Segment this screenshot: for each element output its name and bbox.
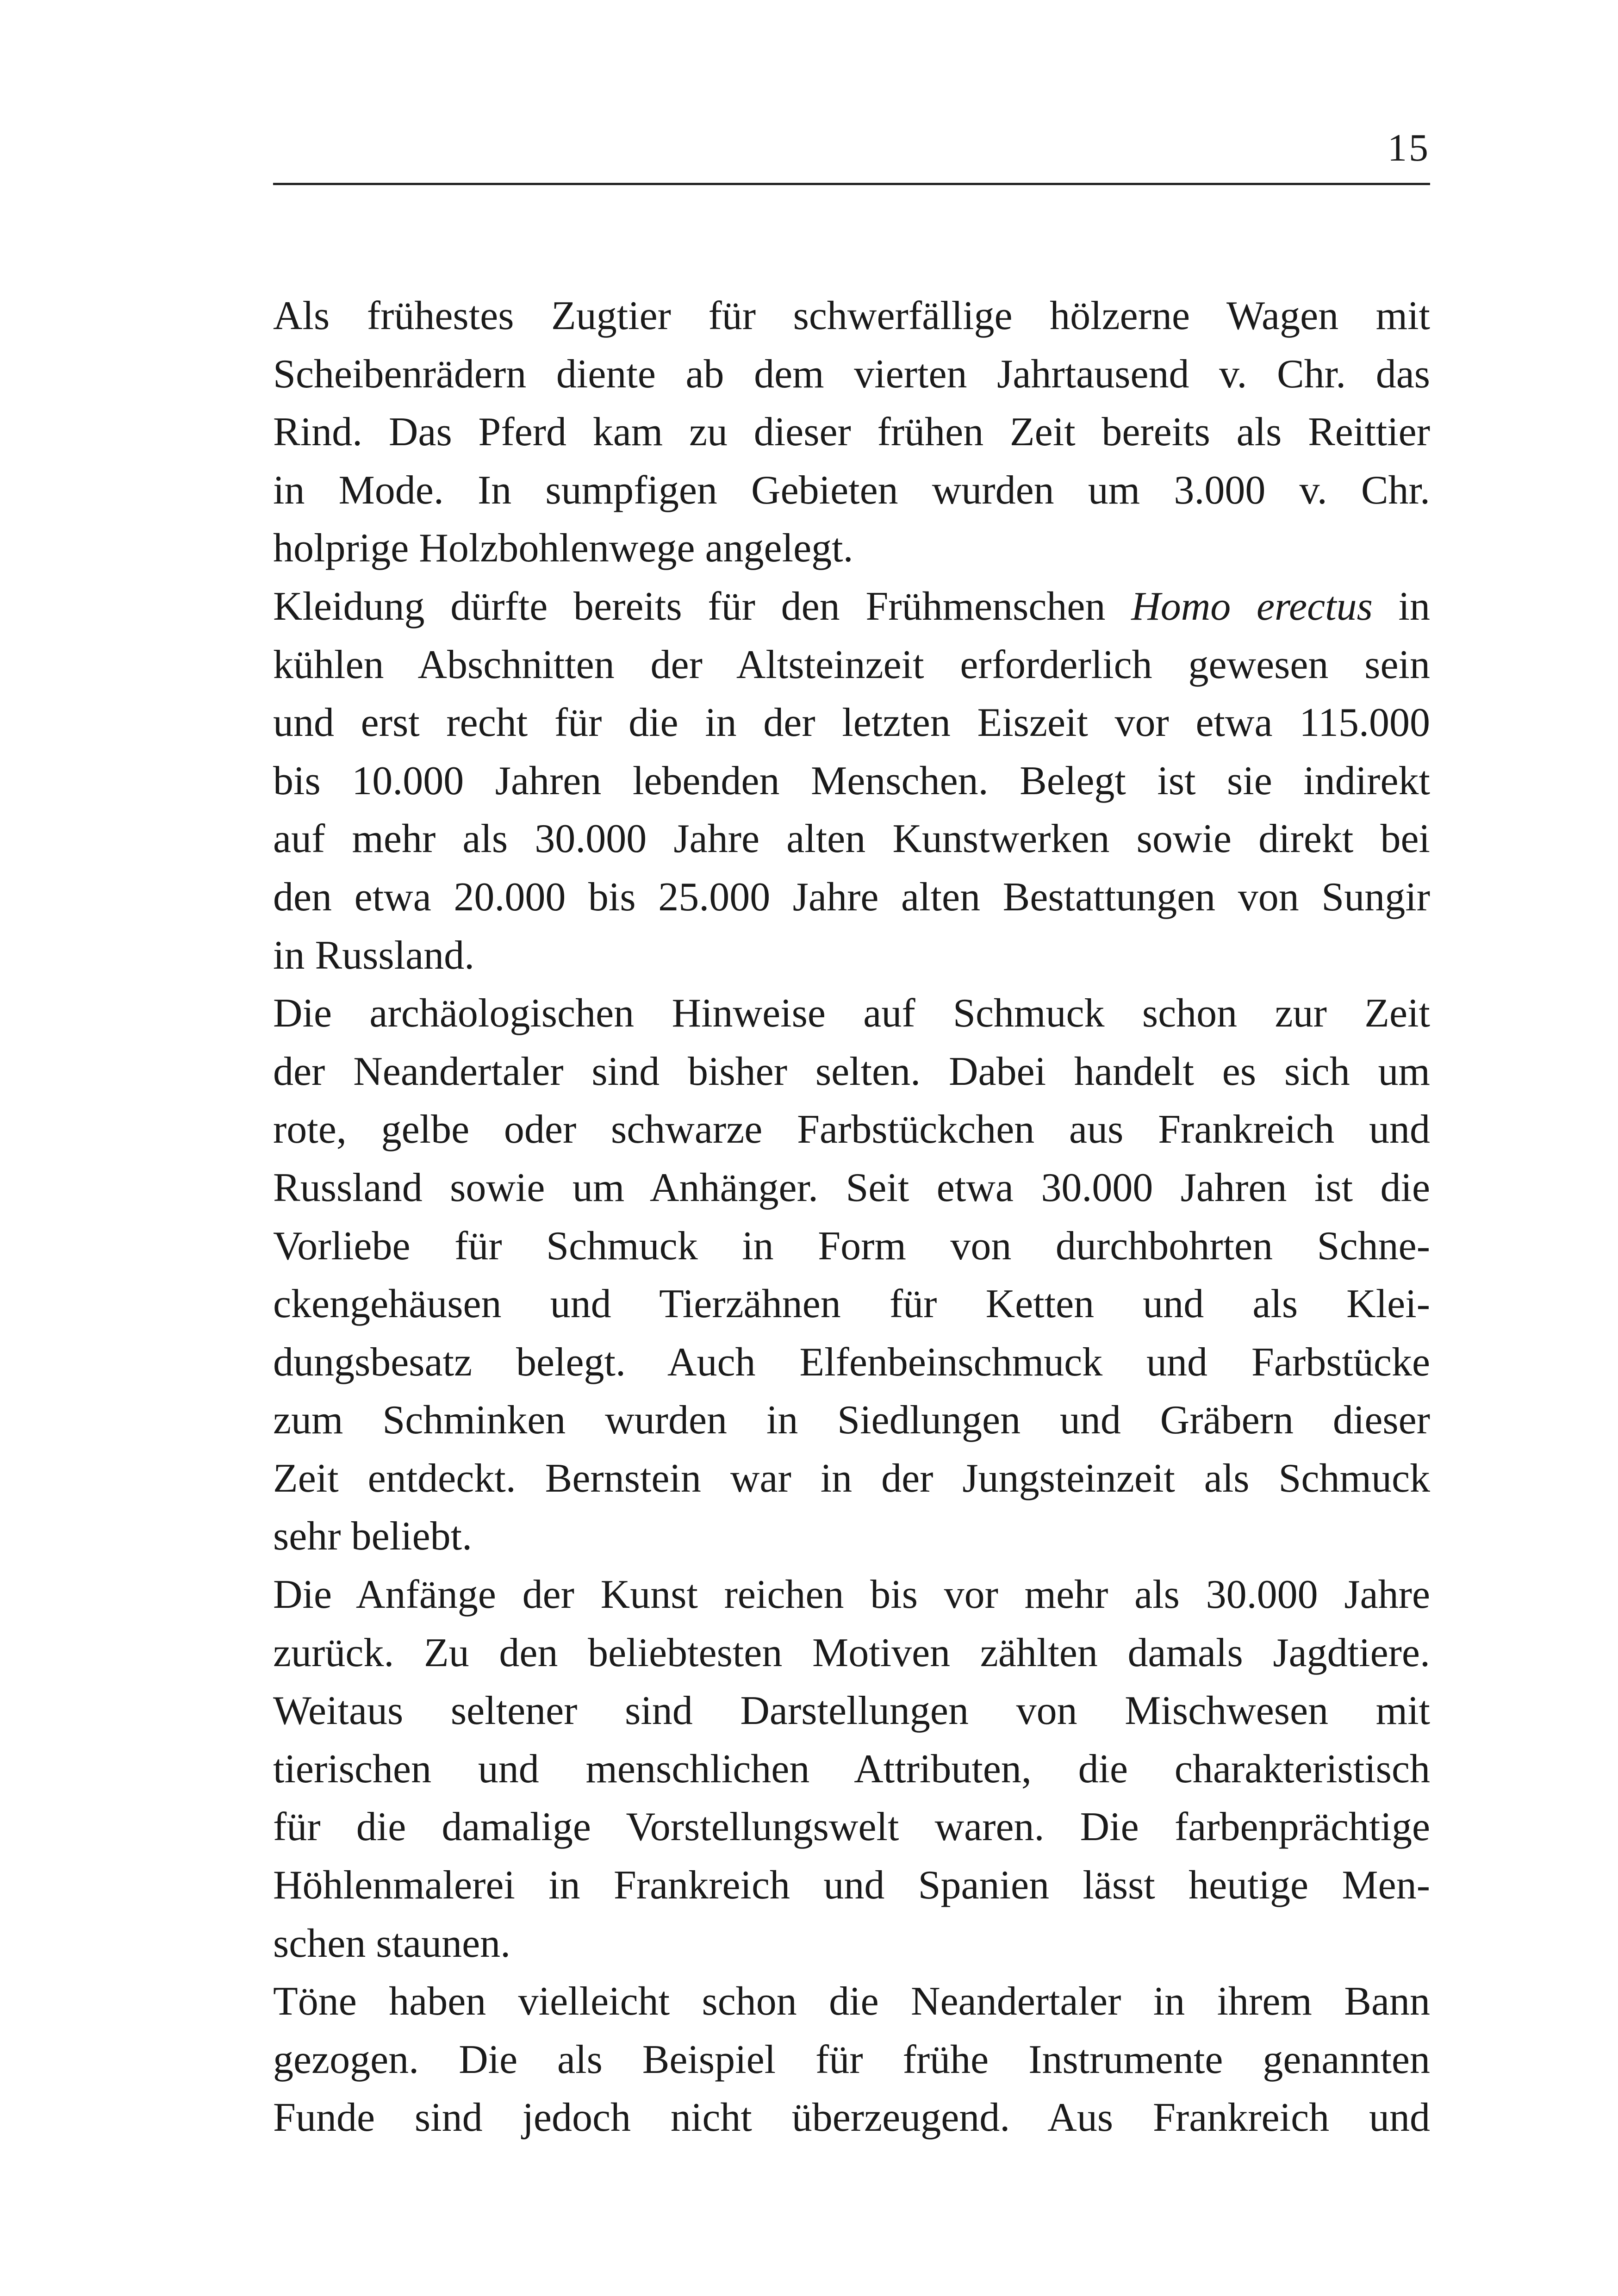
text-line: kühlen Abschnitten der Altsteinzeit erforderlich gewesen sein — [273, 642, 1430, 687]
page-number: 15 — [1388, 126, 1430, 169]
text-line: Rind. Das Pferd kam zu dieser frühen Zeit bereits als Reittier — [273, 410, 1430, 455]
text-line: Die archäologischen Hinweise auf Schmuck schon zur Zeit — [273, 991, 1430, 1036]
text-line: ckengehäusen und Tierzähnen für Ketten und als Klei- — [273, 1282, 1430, 1327]
text-line: Vorliebe für Schmuck in Form von durchbohrten Schne- — [273, 1223, 1430, 1269]
text-line: bis 10.000 Jahren lebenden Menschen. Belegt ist sie indirekt — [273, 758, 1430, 803]
text-line: Weitaus seltener sind Darstellungen von Mischwesen mit — [273, 1688, 1430, 1734]
text-line: Scheibenrädern diente ab dem vierten Jahrtausend v. Chr. das — [273, 351, 1430, 397]
text-line — [273, 578, 1430, 636]
text-line: rote, gelbe oder schwarze Farbstückchen aus Frankreich und — [273, 1107, 1430, 1152]
text-line: Töne haben vielleicht schon die Neandertaler in ihrem Bann — [273, 1979, 1430, 2024]
text-line: zum Schminken wurden in Siedlungen und Gräbern dieser — [273, 1398, 1430, 1443]
text-line: gezogen. Die als Beispiel für frühe Instrumente genannten — [273, 2037, 1430, 2082]
text-line: zurück. Zu den beliebtesten Motiven zählten damals Jagdtiere. — [273, 1630, 1430, 1675]
species-name-italic: Homo erectus — [1131, 584, 1373, 629]
text-line: dungsbesatz belegt. Auch Elfenbeinschmuck und Farbstücke — [273, 1339, 1430, 1385]
text-line: Die Anfänge der Kunst reichen bis vor mehr als 30.000 Jahre — [273, 1572, 1430, 1618]
text-line: holprige Holzbohlenwege angelegt. — [273, 526, 853, 571]
text-line: auf mehr als 30.000 Jahre alten Kunstwerken sowie direkt bei — [273, 816, 1430, 862]
text-line: sehr beliebt. — [273, 1514, 473, 1559]
header-rule — [273, 183, 1430, 185]
text-line: Zeit entdeckt. Bernstein war in der Jungsteinzeit als Schmuck — [273, 1456, 1430, 1501]
text-line: Russland sowie um Anhänger. Seit etwa 30.000 Jahren ist die — [273, 1165, 1430, 1210]
text-line: für die damalige Vorstellungswelt waren. Die farbenprächtige — [273, 1804, 1430, 1850]
text-line: und erst recht für die in der letzten Eiszeit vor etwa 115.000 — [273, 700, 1430, 746]
page-header — [273, 116, 1430, 185]
text-line: Als frühestes Zugtier für schwerfällige hölzerne Wagen mit — [273, 293, 1430, 338]
text-segment: Kleidung dürfte bereits für den Frühmenschen — [273, 584, 1132, 629]
body-text — [273, 287, 1430, 2147]
text-line: schen staunen. — [273, 1921, 511, 1966]
text-segment: in — [1372, 584, 1430, 629]
text-line: der Neandertaler sind bisher selten. Dabei handelt es sich um — [273, 1049, 1430, 1094]
text-line: in Mode. In sumpfigen Gebieten wurden um 3.000 v. Chr. — [273, 467, 1430, 513]
text-line: den etwa 20.000 bis 25.000 Jahre alten Bestattungen von Sungir — [273, 874, 1430, 920]
text-line: Funde sind jedoch nicht überzeugend. Aus Frankreich und — [273, 2095, 1430, 2140]
text-line: tierischen und menschlichen Attributen, die charakteristisch — [273, 1746, 1430, 1792]
text-line: Höhlenmalerei in Frankreich und Spanien lässt heutige Men- — [273, 1863, 1430, 1908]
text-line: in Russland. — [273, 933, 475, 978]
